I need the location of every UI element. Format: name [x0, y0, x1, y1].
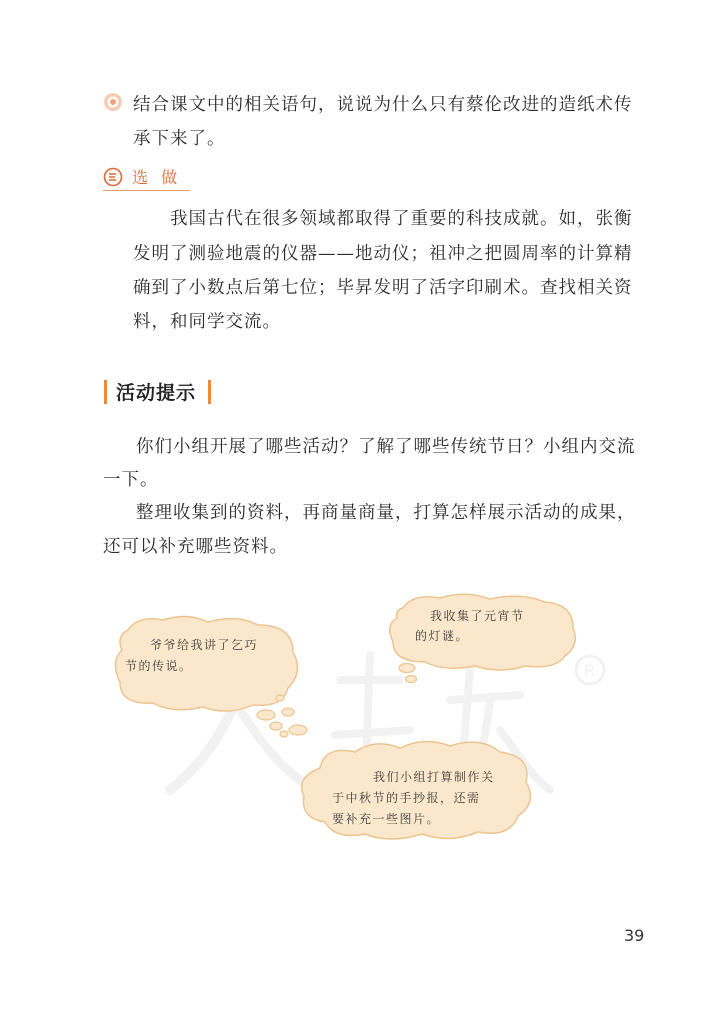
- svg-text:R: R: [584, 661, 596, 680]
- bubble-3-line-3: 要补充一些图片。: [332, 812, 441, 826]
- bubble-3-dots: [260, 690, 320, 760]
- title-bar-right: [208, 380, 211, 404]
- bubble-2-line-1: 我收集了元宵节: [430, 609, 525, 623]
- bubble-1-line-1: 爷爷给我讲了乞巧: [150, 638, 259, 652]
- flower-question-icon: [103, 92, 123, 112]
- page-number: 39: [624, 926, 645, 945]
- optional-line-3: 确到了小数点后第七位；毕昇发明了活字印刷术。查找相关资: [133, 278, 633, 298]
- optional-line-1: 我国古代在很多领域都取得了重要的科技成就。如，张衡: [170, 209, 633, 229]
- title-bar-left: [104, 380, 107, 404]
- activity-p2-line-1: 整理收集到的资料，再商量商量，打算怎样展示活动的成果，: [136, 503, 636, 523]
- optional-line-4: 料，和同学交流。: [133, 312, 281, 332]
- activity-p2-line-2: 还可以补充哪些资料。: [103, 537, 288, 557]
- section-title: 活动提示: [116, 382, 197, 404]
- bubble-3-line-2: 于中秋节的手抄报，还需: [332, 791, 481, 805]
- question-line-1: 结合课文中的相关语句，说说为什么只有蔡伦改进的造纸术传: [133, 95, 633, 115]
- optional-label: 选 做: [132, 168, 182, 187]
- bubble-1-line-2: 节的传说。: [125, 659, 193, 673]
- choose-icon: [103, 167, 125, 187]
- activity-p1-line-2: 一下。: [103, 470, 159, 490]
- bubble-2-line-2: 的灯谜。: [415, 629, 470, 643]
- bubble-3-line-1: 我们小组打算制作关: [373, 770, 495, 784]
- question-line-2: 承下来了。: [133, 129, 226, 149]
- optional-line-2: 发明了测验地震的仪器——地动仪；祖冲之把圆周率的计算精: [133, 244, 633, 264]
- activity-p1-line-1: 你们小组开展了哪些活动？了解了哪些传统节日？小组内交流: [136, 437, 636, 457]
- optional-underline: [103, 190, 190, 191]
